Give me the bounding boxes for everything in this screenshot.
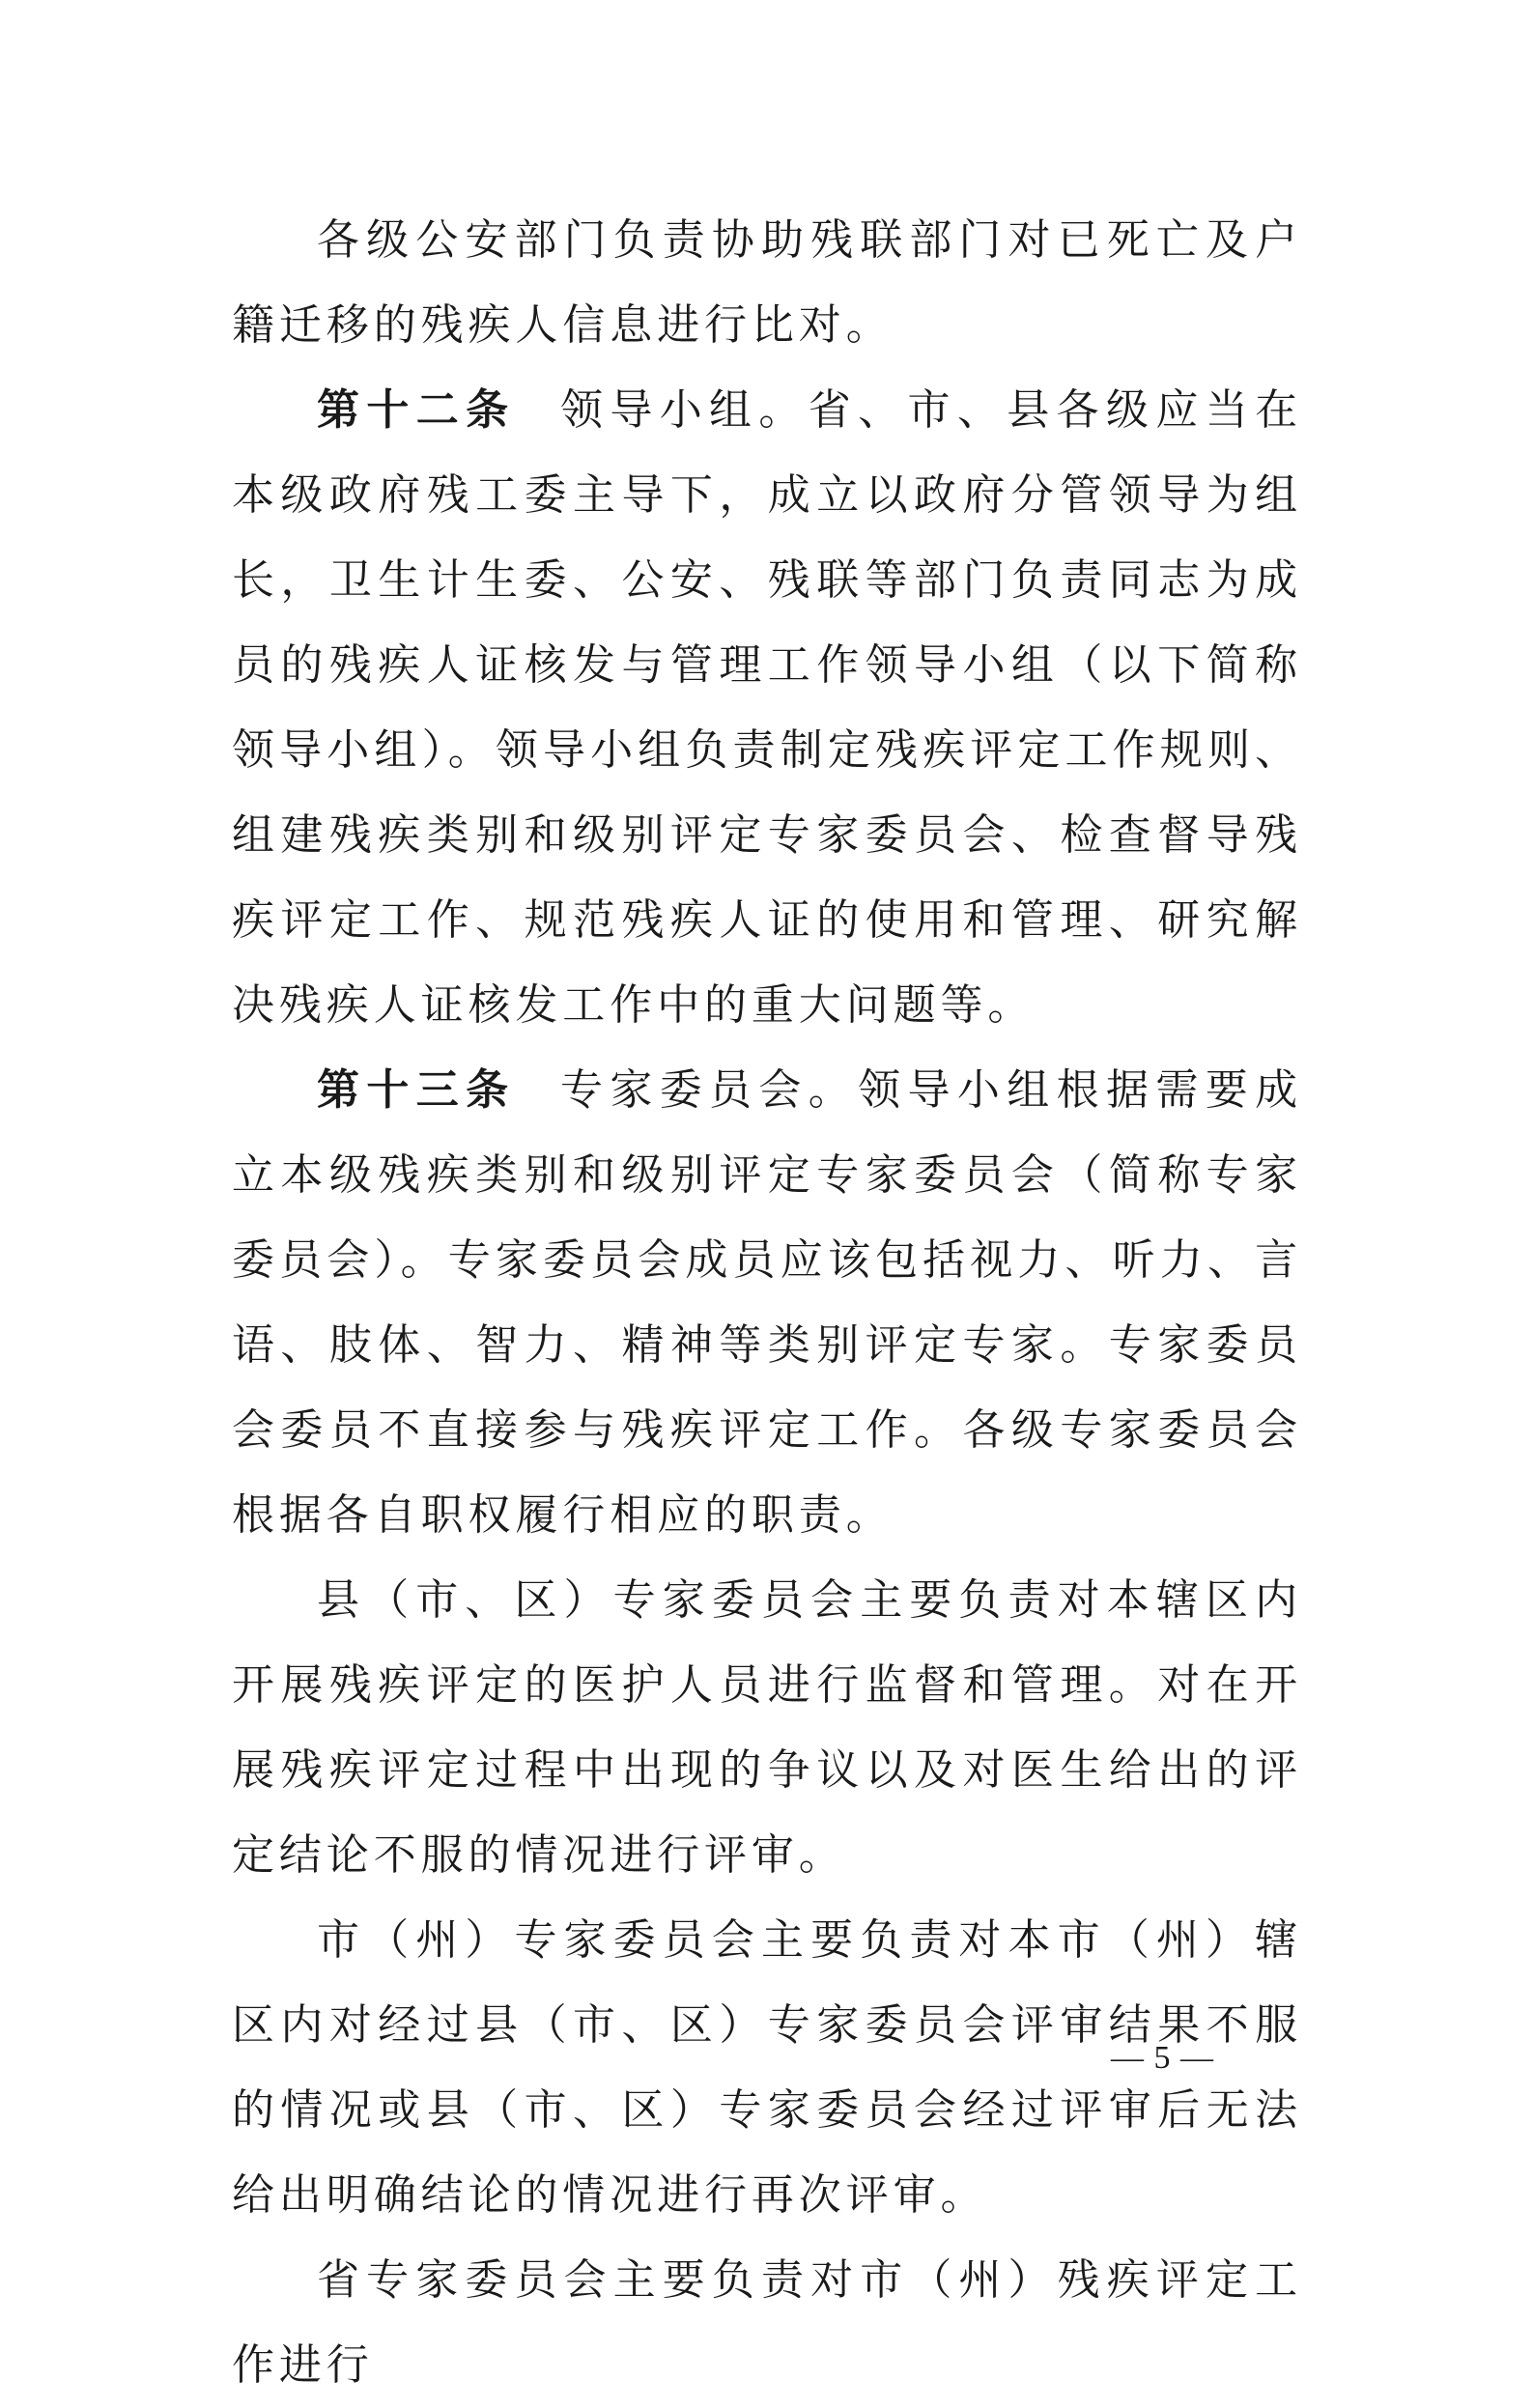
article-heading: 第十二条 bbox=[317, 385, 516, 435]
article-paragraph bbox=[232, 368, 1302, 1048]
article-heading: 第十三条 bbox=[317, 1065, 516, 1115]
article-text: 专家委员会。领导小组根据需要成立本级残疾类别和级别评定专家委员会（简称专家委员会）。专家委员会成员应该包括视力、听力、言语、肢体、智力、精神等类别评定专家。专家委员会委员不直接参与残疾评定工作。各级专家委员会根据各自职权履行相应的职责。 bbox=[232, 1065, 1303, 1540]
body-paragraph: 市（州）专家委员会主要负责对本市（州）辖区内对经过县（市、区）专家委员会评审结果不服的情况或县（市、区）专家委员会经过评审后无法给出明确结论的情况进行再次评审。 bbox=[232, 1915, 1302, 2220]
body-paragraph: 省专家委员会主要负责对市（州）残疾评定工作进行 bbox=[232, 2255, 1302, 2390]
body-paragraph: 各级公安部门负责协助残联部门对已死亡及户籍迁移的残疾人信息进行比对。 bbox=[232, 215, 1302, 350]
page-number: — 5 — bbox=[1111, 2040, 1214, 2076]
body-paragraph: 县（市、区）专家委员会主要负责对本辖区内开展残疾评定的医护人员进行监督和管理。对在开展残疾评定过程中出现的争议以及对医生给出的评定结论不服的情况进行评审。 bbox=[232, 1575, 1302, 1880]
article-paragraph bbox=[232, 1048, 1302, 1558]
article-text: 领导小组。省、市、县各级应当在本级政府残工委主导下，成立以政府分管领导为组长，卫生计生委、公安、残联等部门负责同志为成员的残疾人证核发与管理工作领导小组（以下简称领导小组）。领导小组负责制定残疾评定工作规则、组建残疾类别和级别评定专家委员会、检查督导残疾评定工作、规范残疾人证的使用和管理、研究解决残疾人证核发工作中的重大问题等。 bbox=[232, 385, 1303, 1030]
